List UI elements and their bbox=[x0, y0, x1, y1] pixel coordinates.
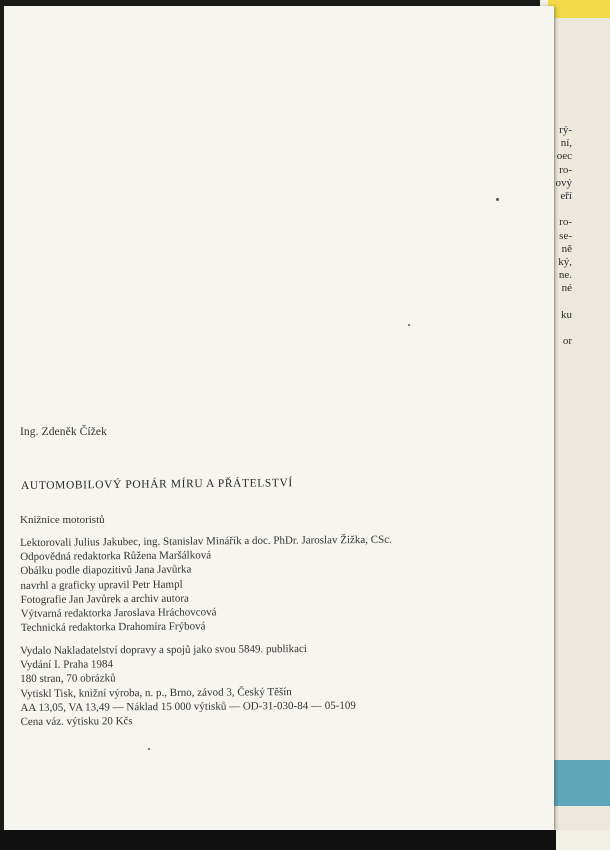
imprint-line: Vydalo Nakladatelství dopravy a spojů jako svou 5849. publikaci bbox=[20, 642, 307, 657]
flap-text-fragment: se- bbox=[559, 229, 572, 242]
flap-text-fragment: ne. bbox=[558, 269, 572, 282]
flap-text-fragment: né bbox=[561, 282, 572, 295]
book-page bbox=[4, 6, 554, 830]
imprint-line: AA 13,05, VA 13,49 — Náklad 15 000 výtisků — OD-31-030-84 — 05-109 bbox=[20, 699, 356, 714]
imprint-line: Vydání I. Praha 1984 bbox=[20, 658, 114, 672]
flap-text-fragment: ro- bbox=[559, 163, 572, 176]
imprint-line: Vytiskl Tisk, knižní výroba, n. p., Brno, závod 3, Český Těšín bbox=[20, 685, 292, 700]
flap-text-fragment: eří bbox=[560, 189, 572, 202]
flap-text-fragment: ro- bbox=[559, 216, 572, 229]
imprint-line: 180 stran, 70 obrázků bbox=[20, 672, 116, 686]
paper-speck bbox=[496, 198, 499, 201]
author-name: Ing. Zdeněk Čížek bbox=[20, 426, 107, 438]
imprint-line: Cena váz. výtisku 20 Kčs bbox=[20, 715, 133, 729]
credit-line: Obálku podle diapozitivů Jana Javůrka bbox=[20, 563, 192, 578]
jacket-yellow-band bbox=[548, 0, 610, 20]
flap-text-fragment: ní, bbox=[560, 137, 572, 150]
credit-line: Technická redaktorka Drahomíra Frýbová bbox=[20, 620, 206, 635]
flap-text-fragment: ku bbox=[561, 308, 572, 321]
flap-text-fragment: rý- bbox=[559, 124, 572, 136]
imprint-block bbox=[20, 642, 356, 730]
credit-line: Fotografie Jan Javůrek a archiv autora bbox=[20, 592, 189, 606]
jacket-blue-band bbox=[550, 760, 610, 806]
credit-line: Lektorovali Julius Jakubec, ing. Stanislav Minářík a doc. PhDr. Jaroslav Žižka, CSc. bbox=[20, 533, 392, 549]
credit-line: navrhl a graficky upravil Petr Hampl bbox=[20, 578, 183, 592]
credit-line: Výtvarná redaktorka Jaroslava Hráchovcová bbox=[20, 606, 217, 621]
series-name: Knižnice motoristů bbox=[20, 514, 105, 526]
flap-text-fragment: ký, bbox=[558, 255, 572, 268]
paper-speck bbox=[408, 324, 410, 326]
flap-text-fragment: oec bbox=[556, 150, 572, 163]
flap-text-fragment: or bbox=[562, 335, 572, 347]
credit-line: Odpovědná redaktorka Růžena Maršálková bbox=[20, 549, 212, 564]
paper-speck bbox=[148, 748, 150, 750]
flap-text-fragment: ový bbox=[555, 176, 572, 189]
book-title: AUTOMOBILOVÝ POHÁR MÍRU A PŘÁTELSTVÍ bbox=[20, 477, 293, 492]
bottom-edge bbox=[0, 830, 556, 850]
flap-text-fragment: ně bbox=[561, 242, 572, 255]
credits-block bbox=[20, 533, 393, 636]
